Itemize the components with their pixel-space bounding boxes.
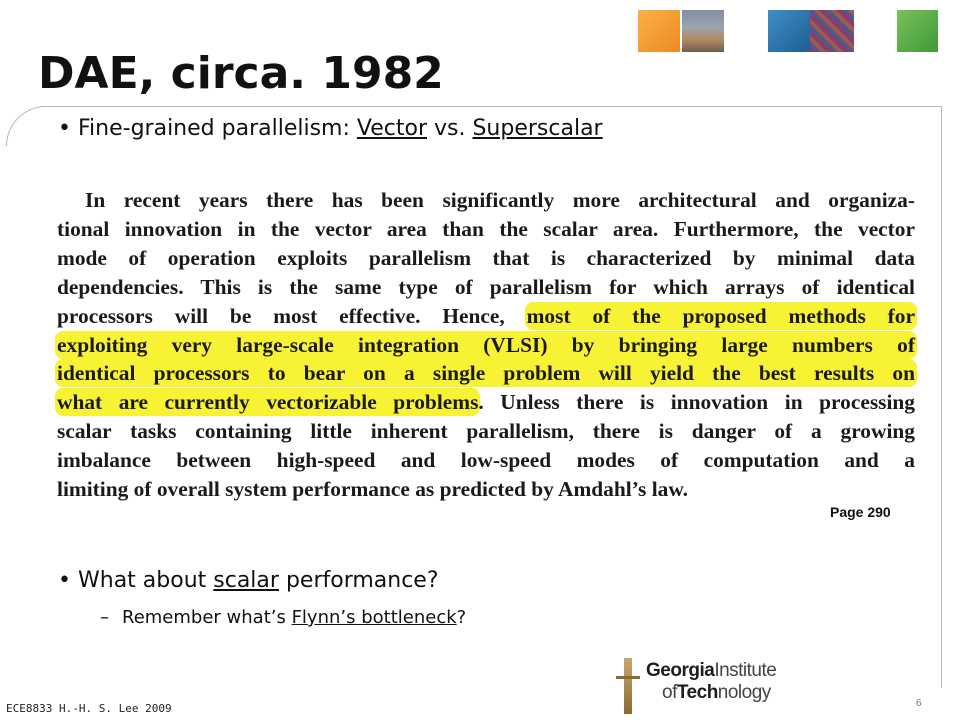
logo-word-institute: Institute: [714, 660, 777, 681]
excerpt-line: dependencies. This is the same type of parallelism for which arrays of identical: [57, 274, 915, 299]
excerpt-line: mode of operation exploits parallelism that is characterized by minimal data: [57, 245, 915, 270]
blue-thumbnail: [768, 10, 810, 52]
georgia-tech-logo: [602, 656, 822, 716]
logo-word-nology: nology: [717, 682, 771, 703]
bullet1-mid: vs.: [427, 116, 473, 141]
orange-thumbnail: [638, 10, 680, 52]
bullet-dot: •: [58, 568, 71, 593]
sub-bullet-dash: –: [100, 607, 109, 628]
frame-right-line: [941, 106, 942, 688]
campus-photo-thumbnail: [682, 10, 724, 52]
logo-word-of: of: [662, 682, 677, 703]
bullet-scalar-performance: [58, 568, 439, 593]
bullet2-lead: What about: [78, 568, 214, 593]
excerpt-line: [57, 331, 915, 360]
sub-bullet-term-flynn: Flynn’s bottleneck: [291, 607, 457, 628]
sub-bullet-lead: Remember what’s: [122, 607, 292, 628]
chip-photo-thumbnail: [810, 10, 854, 52]
excerpt-highlight: identical processors to bear on a single problem will yield the best results on: [57, 361, 915, 386]
logo-word-georgia: Georgia: [646, 660, 715, 681]
excerpt-line: imbalance between high-speed and low-speed modes of computation and a: [57, 448, 915, 473]
footer-credit: ECE8833 H.-H. S. Lee 2009: [6, 702, 172, 715]
green-thumbnail: [897, 10, 938, 52]
sub-bullet-flynn: [100, 607, 466, 628]
excerpt-line: [57, 359, 915, 388]
excerpt-line: In recent years there has been significantly more architectural and organiza-: [85, 188, 915, 212]
bullet2-term-scalar: scalar: [213, 568, 279, 593]
frame-top-line: [40, 106, 942, 107]
tower-icon: [624, 658, 632, 714]
bullet-fine-grained: [58, 116, 603, 141]
excerpt-highlight: exploiting very large-scale integration (VLSI) by bringing large numbers of: [57, 332, 915, 357]
sub-bullet-tail: ?: [456, 607, 467, 628]
slide-number: 6: [916, 698, 922, 709]
scanned-excerpt: [52, 180, 920, 502]
excerpt-line: [57, 388, 915, 417]
excerpt-text: processors will be most effective. Hence,: [57, 303, 527, 328]
logo-line2: [662, 682, 771, 704]
bullet1-term-superscalar: Superscalar: [472, 116, 603, 141]
page-reference: Page 290: [830, 504, 891, 520]
logo-word-tech: Tech: [676, 682, 718, 703]
bullet-dot: •: [58, 116, 71, 141]
excerpt-highlight: what are currently vectorizable problems: [57, 390, 479, 415]
excerpt-line: tional innovation in the vector area than the scalar area. Furthermore, the vector: [57, 216, 915, 241]
logo-line1: [646, 660, 776, 682]
excerpt-line: scalar tasks containing little inherent parallelism, there is danger of a growing: [57, 419, 915, 444]
bullet2-tail: performance?: [278, 568, 439, 593]
tower-crossbar: [616, 676, 640, 679]
bullet1-term-vector: Vector: [356, 116, 427, 141]
excerpt-text: . Unless there is innovation in processing: [478, 390, 915, 415]
bullet1-lead: Fine-grained parallelism:: [78, 116, 357, 141]
frame-corner-decoration: [6, 106, 66, 146]
slide-title: DAE, circa. 1982: [38, 48, 444, 99]
excerpt-line: [57, 302, 915, 331]
excerpt-line: limiting of overall system performance as predicted by Amdahl’s law.: [57, 477, 688, 502]
excerpt-highlight: most of the proposed methods for: [526, 303, 915, 328]
